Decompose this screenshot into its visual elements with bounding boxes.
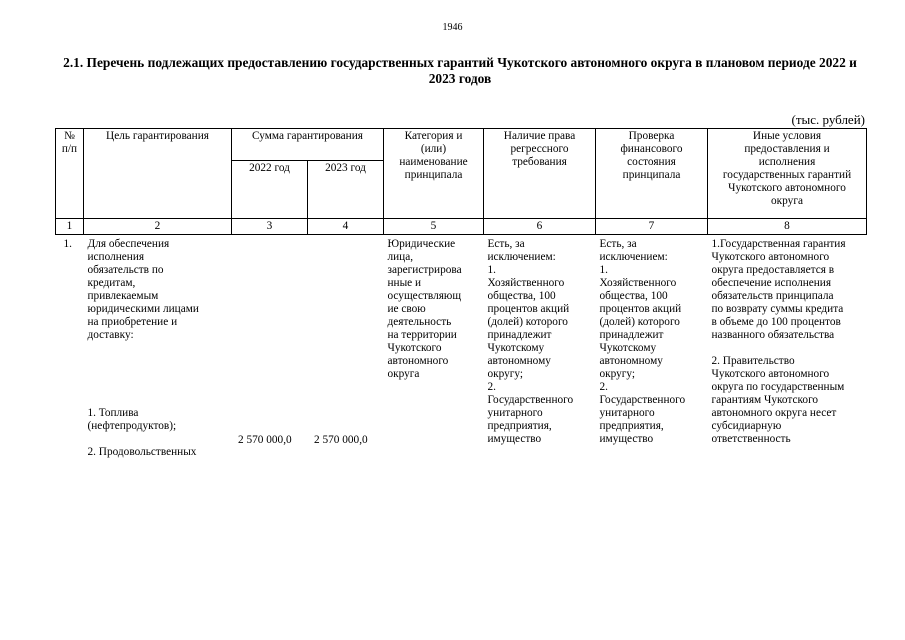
sum-2022: 2 570 000,0	[238, 434, 292, 446]
row-regress: Есть, за исключением: 1. Хозяйственного общества, 100 процентов акций (долей) которого принадлежит Чукотскому автономному округу; 2. Государственного унитарного предприятия, имущество	[487, 238, 574, 445]
page-number: 1946	[442, 22, 463, 33]
header-purpose: Цель гарантирования	[84, 129, 232, 219]
section-title: 2.1. Перечень подлежащих предоставлению государственных гарантий Чукотского автономного округа в плановом периоде 2022 и 2023 годов	[63, 55, 857, 86]
row-other: 1.Государственная гарантия Чукотского автономного округа предоставляется в обеспечение исполнения обязательств принципала по возврату суммы кредита в объеме до 100 процентов названного обязательства 2. Правительство Чукотского автономного округа по государственным гарантиям Чукотского автономного округа несет субсидиарную ответственность	[711, 238, 846, 445]
guarantees-table	[55, 128, 867, 459]
col-number: 1	[56, 219, 84, 235]
header-sum: Сумма гарантирования	[232, 129, 384, 161]
col-number: 2	[84, 219, 232, 235]
col-number: 6	[484, 219, 596, 235]
col-number: 4	[308, 219, 384, 235]
header-regress: Наличие права регрессного требования	[484, 129, 596, 219]
header-2023: 2023 год	[308, 161, 384, 219]
row-purpose: Для обеспечения исполнения обязательств по кредитам, привлекаемым юридическими лицами на приобретение и доставку: 1. Топлива (нефтепродуктов); 2. Продовольственных	[87, 238, 199, 458]
header-num: № п/п	[56, 129, 84, 219]
units-label: (тыс. рублей)	[791, 112, 865, 127]
col-number: 7	[596, 219, 708, 235]
row-principal: Юридические лица, зарегистрирова нные и осуществляющ ие свою деятельность на территории Чукотского автономного округа	[387, 238, 462, 380]
sum-2023: 2 570 000,0	[314, 434, 368, 446]
col-number: 3	[232, 219, 308, 235]
header-principal: Категория и (или) наименование принципала	[384, 129, 484, 219]
col-number: 8	[708, 219, 867, 235]
table-row	[56, 235, 867, 460]
header-check: Проверка финансового состояния принципала	[596, 129, 708, 219]
row-check: Есть, за исключением: 1. Хозяйственного общества, 100 процентов акций (долей) которого принадлежит Чукотскому автономному округу; 2. Государственного унитарного предприятия, имущество	[599, 238, 686, 445]
row-sum-2023-cell	[308, 235, 384, 460]
header-other: Иные условия предоставления и исполнения государственных гарантий Чукотского автономного округа	[708, 129, 867, 219]
col-number: 5	[384, 219, 484, 235]
row-number: 1.	[63, 238, 72, 250]
header-2022: 2022 год	[232, 161, 308, 219]
row-sum-2022-cell	[232, 235, 308, 460]
